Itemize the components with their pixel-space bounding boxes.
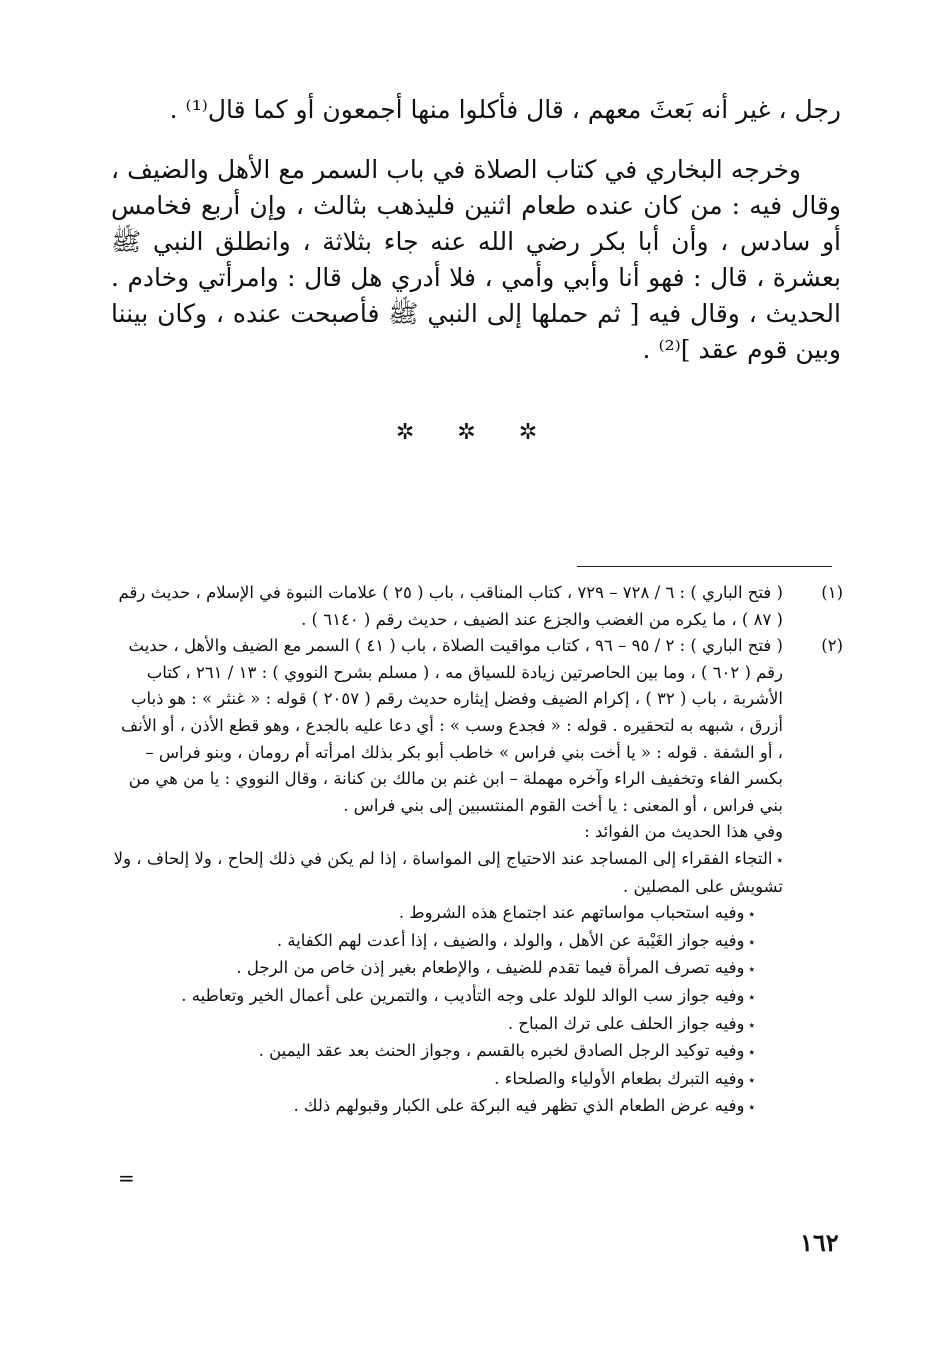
benefit-text: وفيه جواز الغَيْبة عن الأهل ، والولد ، والضيف ، إذا أعدت لهم الكفاية . [276,930,745,950]
footnote-divider [577,566,832,567]
list-item [111,900,843,928]
footnote-number: (٢) [821,636,843,656]
footnotes [111,580,843,1121]
benefits-list [111,846,843,1121]
bullet-icon: ٭ [748,907,755,922]
bullet-icon: ٭ [748,989,755,1004]
bullet-icon: ٭ [776,852,783,867]
bullet-icon: ٭ [748,962,755,977]
bullet-icon: ٭ [748,1017,755,1032]
benefit-text: وفيه توكيد الرجل الصادق لخبره بالقسم ، وجواز الحنث بعد عقد اليمين . [258,1041,745,1061]
list-item [111,1066,843,1094]
bullet-icon: ٭ [748,1045,755,1060]
main-paragraph-1 [111,92,841,128]
footnote-text: ( فتح الباري ) : ٦ / ٧٢٨ – ٧٢٩ ، كتاب المناقب ، باب ( ٢٥ ) علامات النبوة في الإسلام ، حديث رقم ( ٨٧ ) ، ما يكره من الغضب والجزع عند الضيف ، حديث رقم ( ٦١٤٠ ) . [118,583,783,629]
list-item [111,1038,843,1066]
main-paragraph-2 [111,152,841,368]
list-item [111,955,843,983]
section-separator: ✲ ✲ ✲ [395,420,556,445]
bullet-icon: ٭ [748,1072,755,1087]
benefit-text: وفيه التبرك بطعام الأولياء والصلحاء . [494,1068,745,1088]
continuation-mark: = [118,1166,135,1190]
page-number: ١٦٢ [800,1228,839,1257]
list-item [111,846,843,900]
main-paragraph-1-text: رجل ، غير أنه بَعثَ معهم ، قال فأكلوا منها أجمعون أو كما قال⁽¹⁾ . [169,95,841,124]
bullet-icon: ٭ [748,934,755,949]
bullet-icon: ٭ [748,1100,755,1115]
list-item [111,1011,843,1039]
benefit-text: وفيه استحباب مواساتهم عند اجتماع هذه الشروط . [398,903,745,923]
list-item [111,983,843,1011]
benefit-text: وفيه عرض الطعام الذي تظهر فيه البركة على الكبار وقبولهم ذلك . [293,1096,745,1116]
benefits-intro-text: وفي هذا الحديث من الفوائد : [584,822,783,842]
footnote-1 [111,580,843,633]
footnote-number: (١) [821,583,843,602]
benefits-intro [111,819,843,846]
footnote-text: ( فتح الباري ) : ٢ / ٩٥ – ٩٦ ، كتاب مواقيت الصلاة ، باب ( ٤١ ) السمر مع الضيف والأهل ، حديث رقم ( ٦٠٢ ) ، وما بين الحاصرتين زيادة للسياق مه ، ( مسلم بشرح النووي ) : ١٣ / ٢٦١ ، كتاب الأشربة ، باب ( ٣٢ ) ، إكرام الضيف وفضل إيثاره حديث رقم ( ٢٠٥٧ ) قوله : « غنثر » : هو ذباب أزرق ، شبهه به لتحقيره . قوله : « فجدع وسب » : أي دعا عليه بالجدع ، وهو قطع الأذن ، أو الأنف ، أو الشفة . قوله : « يا أخت بني فراس » خاطب أبو بكر بذلك امرأته أم رومان ، وبنو فراس – بكسر الفاء وتخفيف الراء وآخره مهملة – ابن غنم بن مالك بن كنانة ، وقال النووي : يا من هي من بني فراس ، أو المعنى : يا أخت القوم المنتسبين إلى بني فراس . [121,636,783,815]
footnote-2 [111,633,843,819]
benefit-text: وفيه جواز سب الوالد للولد على وجه التأديب ، والتمرين على أعمال الخير وتعاطيه . [181,985,745,1005]
list-item [111,928,843,956]
main-paragraph-2-text: وخرجه البخاري في كتاب الصلاة في باب السمر مع الأهل والضيف ، وقال فيه : من كان عنده طعام اثنين فليذهب بثالث ، وإن أربع فخامس أو سادس ، وأن أبا بكر رضي الله عنه جاء بثلاثة ، وانطلق النبي ﷺ بعشرة ، قال : فهو أنا وأبي وأمي ، فلا أدري هل قال : وامرأتي وخادم . الحديث ، وقال فيه [ ثم حملها إلى النبي ﷺ فأصبحت عنده ، وكان بيننا وبين قوم عقد ]⁽²⁾ . [111,155,841,364]
list-item [111,1093,843,1121]
benefit-text: وفيه تصرف المرأة فيما تقدم للضيف ، والإطعام بغير إذن خاص من الرجل . [236,958,745,978]
benefit-text: وفيه جواز الحلف على ترك المباح . [507,1013,745,1033]
benefit-text: التجاء الفقراء إلى المساجد عند الاحتياج إلى المواساة ، إذا لم يكن في ذلك إلحاح ، ولا إلحاف ، ولا تشويش على المصلين . [113,848,783,896]
